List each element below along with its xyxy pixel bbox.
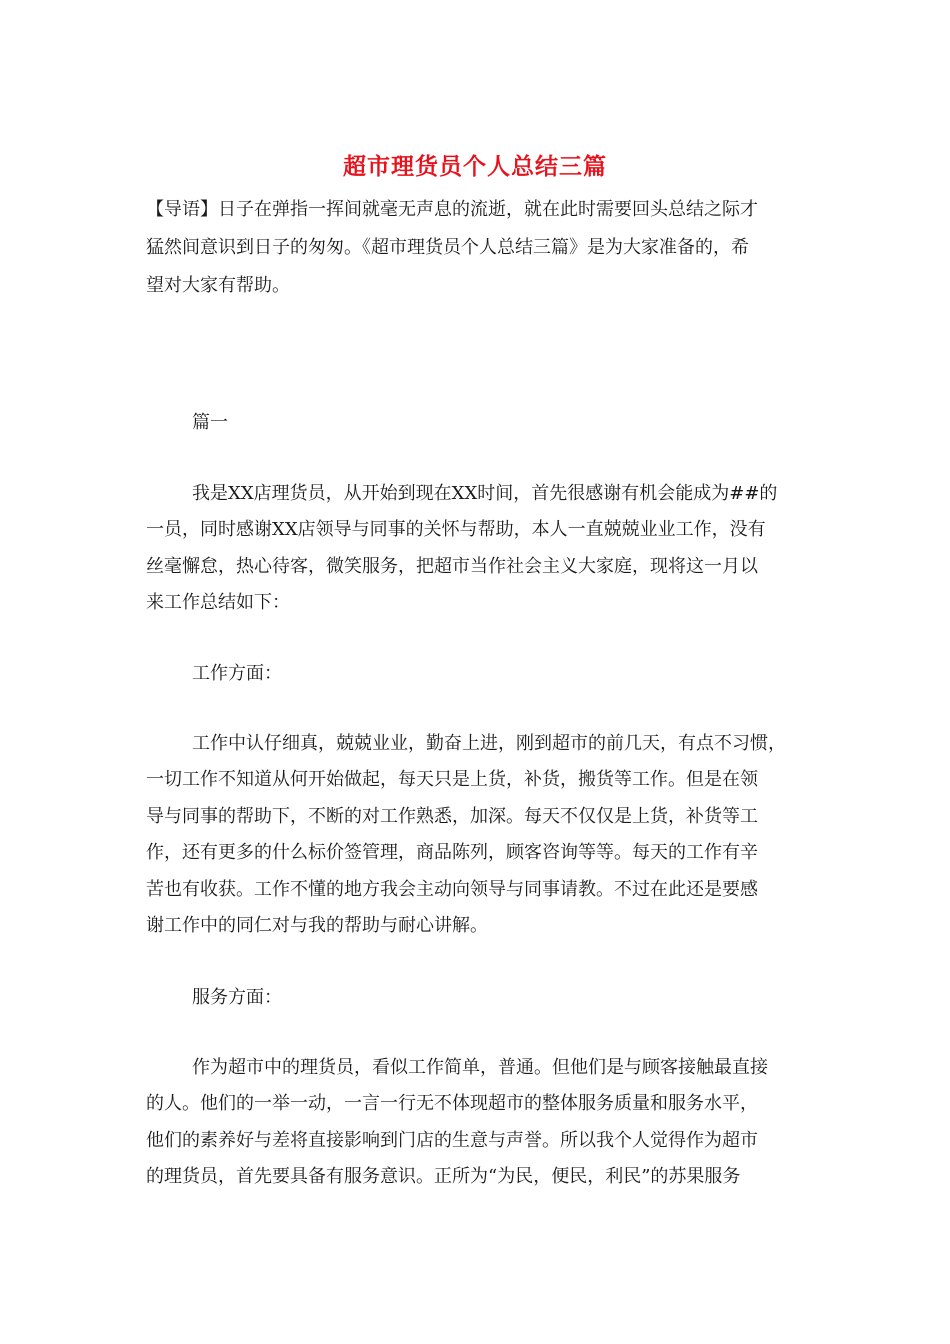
paragraph-line: 的人。他们的一举一动，一言一行无不体现超市的整体服务质量和服务水平， (146, 1093, 758, 1114)
service-heading: 服务方面： (192, 987, 282, 1008)
paragraph-line: 工作中认仔细真，兢兢业业，勤奋上进，刚到超市的前几天，有点不习惯， (192, 733, 786, 754)
paragraph-line: 一切工作不知道从何开始做起，每天只是上货，补货，搬货等工作。但是在领 (146, 769, 758, 790)
paragraph-line: 一员，同时感谢XX店领导与同事的关怀与帮助，本人一直兢兢业业工作，没有 (146, 519, 766, 540)
paragraph-line: 他们的素养好与差将直接影响到门店的生意与声誉。所以我个人觉得作为超市 (146, 1130, 758, 1151)
paragraph-line: 丝毫懈怠，热心待客，微笑服务，把超市当作社会主义大家庭，现将这一月以 (146, 556, 758, 577)
intro-line: 猛然间意识到日子的匆匆。《超市理货员个人总结三篇》是为大家准备的，希 (146, 237, 749, 258)
document-title: 超市理货员个人总结三篇 (343, 153, 607, 180)
work-heading: 工作方面： (192, 663, 282, 684)
paragraph-line: 我是XX店理货员，从开始到现在XX时间，首先很感谢有机会能成为##的 (192, 483, 778, 504)
intro-line: 【导语】日子在弹指一挥间就毫无声息的流逝，就在此时需要回头总结之际才 (146, 199, 758, 220)
intro-line: 望对大家有帮助。 (146, 275, 290, 296)
paragraph-line: 苦也有收获。工作不懂的地方我会主动向领导与同事请教。不过在此还是要感 (146, 879, 758, 900)
paragraph-line: 的理货员，首先要具备有服务意识。正所为“为民，便民，利民”的苏果服务 (146, 1166, 741, 1187)
paragraph-line: 谢工作中的同仁对与我的帮助与耐心讲解。 (146, 915, 488, 936)
paragraph-line: 导与同事的帮助下，不断的对工作熟悉，加深。每天不仅仅是上货，补货等工 (146, 806, 758, 827)
paragraph-line: 作，还有更多的什么标价签管理，商品陈列，顾客咨询等等。每天的工作有辛 (146, 842, 758, 863)
section-heading: 篇一 (192, 412, 228, 433)
paragraph-line: 作为超市中的理货员，看似工作简单，普通。但他们是与顾客接触最直接 (192, 1057, 768, 1078)
paragraph-line: 来工作总结如下： (146, 592, 290, 613)
